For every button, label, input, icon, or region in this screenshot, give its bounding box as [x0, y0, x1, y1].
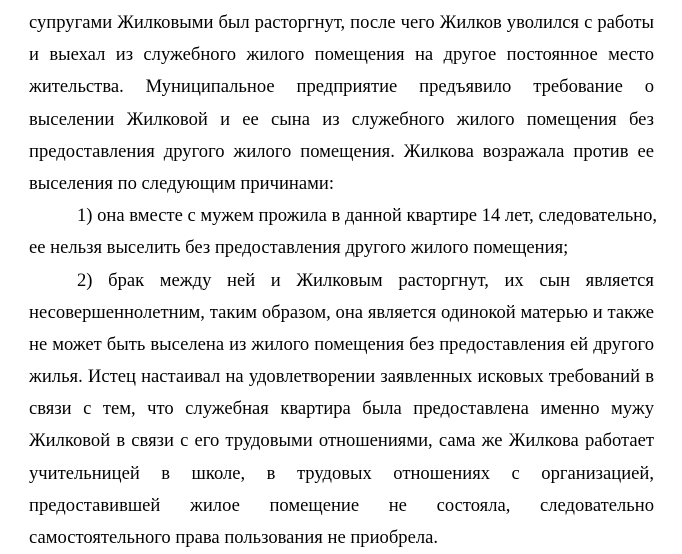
text-line: 1) она вместе с мужем прожила в данной квартире 14 лет, следовательно,: [29, 200, 654, 232]
paragraph-objection-1: [29, 200, 654, 264]
text-line: 2) брак между ней и Жилковым расторгнут, их сын является: [29, 265, 654, 297]
text-line: несовершеннолетним, таким образом, она является одинокой матерью и также: [29, 297, 654, 329]
text-line: и выехал из служебного жилого помещения на другое постоянное место: [29, 39, 654, 71]
text-line: выселения по следующим причинами:: [29, 168, 654, 200]
text-line: супругами Жилковыми был расторгнут, после чего Жилков уволился с работы: [29, 7, 654, 39]
text-line: жительства. Муниципальное предприятие предъявило требование о: [29, 71, 654, 103]
text-line: предоставления другого жилого помещения. Жилкова возражала против ее: [29, 136, 654, 168]
text-line: связи с тем, что служебная квартира была предоставлена именно мужу: [29, 393, 654, 425]
paragraph-case-facts: [29, 7, 654, 200]
text-line: ее нельзя выселить без предоставления другого жилого помещения;: [29, 232, 654, 264]
paragraph-objection-2: [29, 265, 654, 554]
text-line: выселении Жилковой и ее сына из служебного жилого помещения без: [29, 104, 654, 136]
text-line: учительницей в школе, в трудовых отношениях с организацией,: [29, 458, 654, 490]
text-line: Жилковой в связи с его трудовыми отношениями, сама же Жилкова работает: [29, 425, 654, 457]
text-line: жилья. Истец настаивал на удовлетворении заявленных исковых требований в: [29, 361, 654, 393]
text-line: не может быть выселена из жилого помещения без предоставления ей другого: [29, 329, 654, 361]
text-line: предоставившей жилое помещение не состояла, следовательно: [29, 490, 654, 522]
text-line: самостоятельного права пользования не приобрела.: [29, 522, 654, 554]
